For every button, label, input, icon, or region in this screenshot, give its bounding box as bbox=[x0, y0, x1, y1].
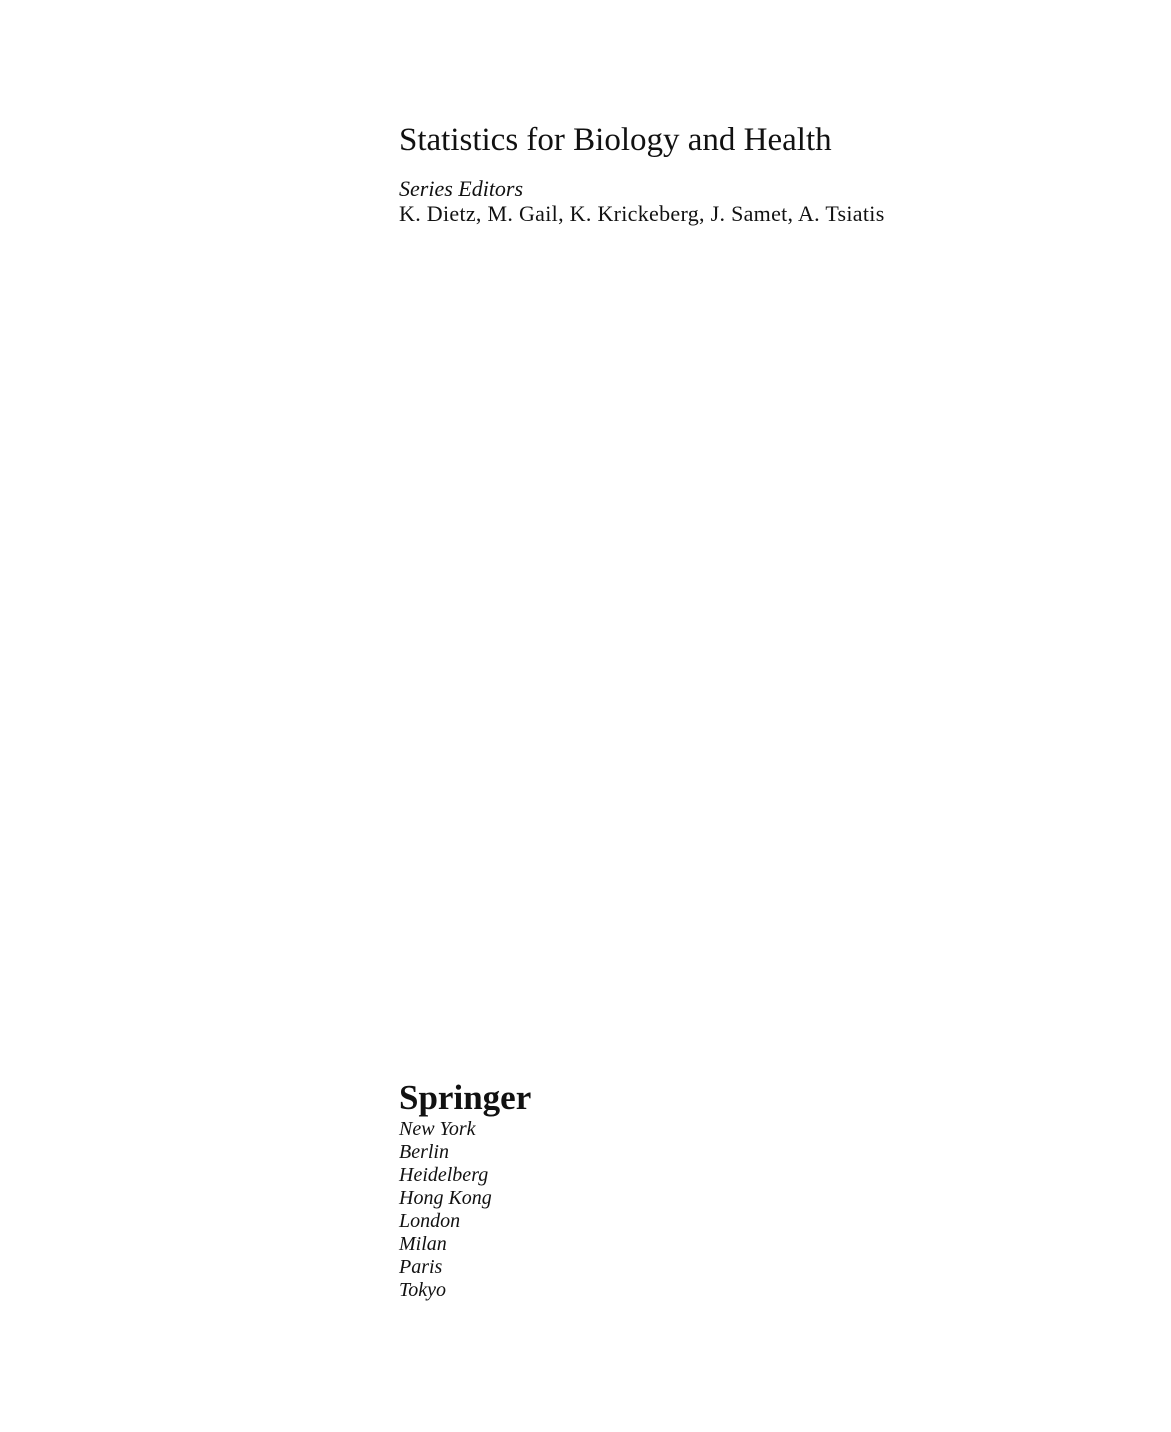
publisher-city: Hong Kong bbox=[399, 1187, 492, 1209]
series-block bbox=[399, 120, 1099, 227]
series-editors-names: K. Dietz, M. Gail, K. Krickeberg, J. Samet, A. Tsiatis bbox=[399, 201, 885, 226]
publisher-city: New York bbox=[399, 1118, 476, 1140]
publisher-city-list bbox=[399, 1118, 699, 1302]
publisher-city: Heidelberg bbox=[399, 1164, 489, 1186]
publisher-city: London bbox=[399, 1210, 461, 1232]
series-editors-label: Series Editors bbox=[399, 176, 524, 201]
publisher-city: Milan bbox=[399, 1233, 447, 1255]
publisher-city: Berlin bbox=[399, 1141, 449, 1163]
publisher-city: Tokyo bbox=[399, 1279, 447, 1301]
publisher-block bbox=[399, 1078, 699, 1302]
series-title: Statistics for Biology and Health bbox=[399, 122, 832, 158]
publisher-name: Springer bbox=[399, 1078, 532, 1117]
publisher-city: Paris bbox=[399, 1256, 443, 1278]
